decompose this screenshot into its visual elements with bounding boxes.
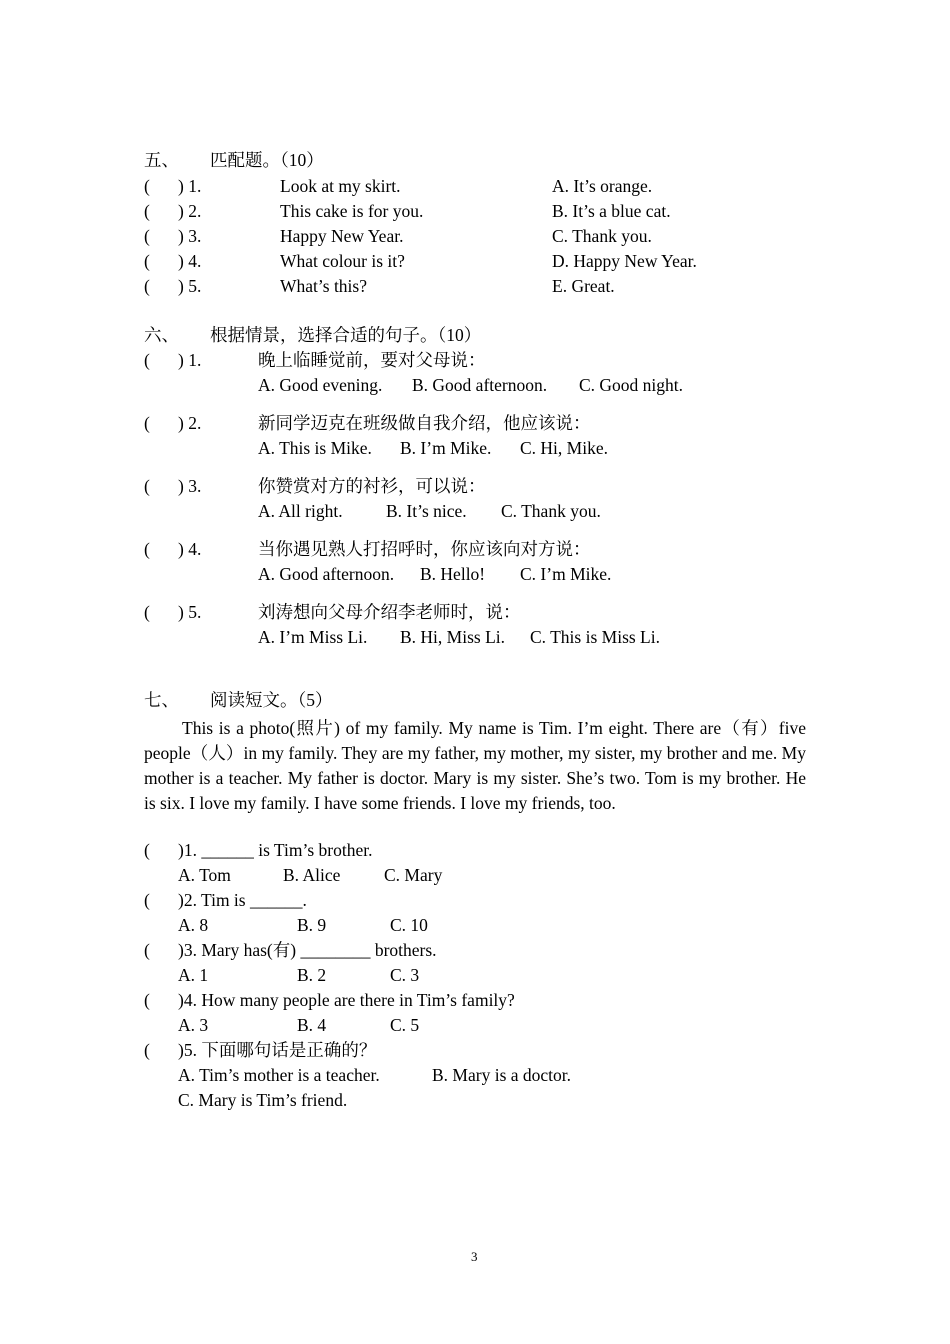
option-b: B. I’m Mike. — [400, 438, 492, 458]
answer-paren: ( — [144, 539, 150, 559]
question-text: )1. ______ is Tim’s brother. — [178, 840, 373, 860]
answer-paren: ( — [144, 840, 150, 860]
answer-paren: ( — [144, 276, 150, 296]
match-sentence: What’s this? — [280, 276, 367, 296]
question-number: ) 4. — [178, 251, 202, 271]
option-a: A. 3 — [178, 1015, 209, 1035]
situation-prompt: 新同学迈克在班级做自我介绍，他应该说： — [258, 413, 591, 433]
option-b: B. Hello! — [420, 564, 486, 584]
option-c: C. Hi, Mike. — [520, 438, 608, 458]
option-c: C. I’m Mike. — [520, 564, 612, 584]
match-sentence: What colour is it? — [280, 251, 405, 271]
question-number: ) 1. — [178, 176, 202, 196]
reading-passage — [144, 716, 806, 816]
question-number: ) 2. — [178, 413, 202, 433]
answer-paren: ( — [144, 940, 150, 960]
option-a: A. Tom — [178, 865, 231, 885]
option-c: C. 10 — [390, 915, 428, 935]
answer-paren: ( — [144, 251, 150, 271]
option-c: C. 5 — [390, 1015, 420, 1035]
section-heading: 根据情景，选择合适的句子。（10） — [210, 325, 482, 345]
answer-paren: ( — [144, 990, 150, 1010]
page-number: 3 — [471, 1249, 478, 1264]
answer-paren: ( — [144, 476, 150, 496]
match-answer: A. It’s orange. — [552, 176, 653, 196]
answer-paren: ( — [144, 226, 150, 246]
option-c: C. Mary is Tim’s friend. — [178, 1090, 348, 1110]
section-number: 六、 — [144, 325, 179, 345]
situation-prompt: 当你遇见熟人打招呼时，你应该向对方说： — [258, 539, 591, 559]
option-c: C. Thank you. — [501, 501, 601, 521]
option-b: B. 9 — [297, 915, 327, 935]
match-answer: E. Great. — [552, 276, 615, 296]
match-answer: B. It’s a blue cat. — [552, 201, 671, 221]
option-c: C. 3 — [390, 965, 420, 985]
match-answer: D. Happy New Year. — [552, 251, 697, 271]
question-number: ) 4. — [178, 539, 202, 559]
option-a: A. This is Mike. — [258, 438, 372, 458]
option-a: A. I’m Miss Li. — [258, 627, 368, 647]
answer-paren: ( — [144, 890, 150, 910]
situation-prompt: 晚上临睡觉前，要对父母说： — [258, 350, 486, 370]
option-a: A. Good evening. — [258, 375, 383, 395]
option-b: B. Mary is a doctor. — [432, 1065, 572, 1085]
passage-text: This is a photo(照片) of my family. My name is Tim. I’m eight. There are（有）five people（人）in my family. They are my father, my mother, my sister, my brother and me. My mother is a teacher. My father is doctor. Mary is my sister. She’s two. Tom is my brother. He is six. I love my family. I have some friends. I love my friends, too. — [144, 718, 806, 813]
question-number: ) 3. — [178, 476, 202, 496]
question-number: ) 2. — [178, 201, 202, 221]
option-a: A. 8 — [178, 915, 209, 935]
situation-prompt: 你赞赏对方的衬衫，可以说： — [258, 476, 486, 496]
match-answer: C. Thank you. — [552, 226, 652, 246]
option-b: B. 2 — [297, 965, 327, 985]
answer-paren: ( — [144, 201, 150, 221]
answer-paren: ( — [144, 1040, 150, 1060]
section-heading: 匹配题。（10） — [210, 150, 324, 170]
option-b: B. Good afternoon. — [412, 375, 548, 395]
section-number: 七、 — [144, 690, 179, 710]
question-text: )5. 下面哪句话是正确的？ — [178, 1040, 377, 1060]
answer-paren: ( — [144, 413, 150, 433]
option-a: A. Good afternoon. — [258, 564, 395, 584]
option-a: A. Tim’s mother is a teacher. — [178, 1065, 380, 1085]
option-b: B. Alice — [283, 865, 341, 885]
question-number: ) 3. — [178, 226, 202, 246]
question-text: )4. How many people are there in Tim’s family? — [178, 990, 515, 1010]
option-c: C. This is Miss Li. — [530, 627, 660, 647]
answer-paren: ( — [144, 602, 150, 622]
answer-paren: ( — [144, 176, 150, 196]
option-b: B. It’s nice. — [386, 501, 467, 521]
match-sentence: Look at my skirt. — [280, 176, 401, 196]
question-text: )2. Tim is ______. — [178, 890, 307, 910]
section-heading: 阅读短文。（5） — [210, 690, 333, 710]
situation-prompt: 刘涛想向父母介绍李老师时，说： — [258, 602, 521, 622]
option-a: A. 1 — [178, 965, 209, 985]
option-a: A. All right. — [258, 501, 343, 521]
option-c: C. Mary — [384, 865, 443, 885]
question-number: ) 5. — [178, 276, 202, 296]
question-number: ) 5. — [178, 602, 202, 622]
answer-paren: ( — [144, 350, 150, 370]
question-number: ) 1. — [178, 350, 202, 370]
option-b: B. Hi, Miss Li. — [400, 627, 506, 647]
match-sentence: This cake is for you. — [280, 201, 424, 221]
match-sentence: Happy New Year. — [280, 226, 404, 246]
option-c: C. Good night. — [579, 375, 684, 395]
section-number: 五、 — [144, 150, 179, 170]
question-text: )3. Mary has(有) ________ brothers. — [178, 940, 437, 960]
option-b: B. 4 — [297, 1015, 327, 1035]
